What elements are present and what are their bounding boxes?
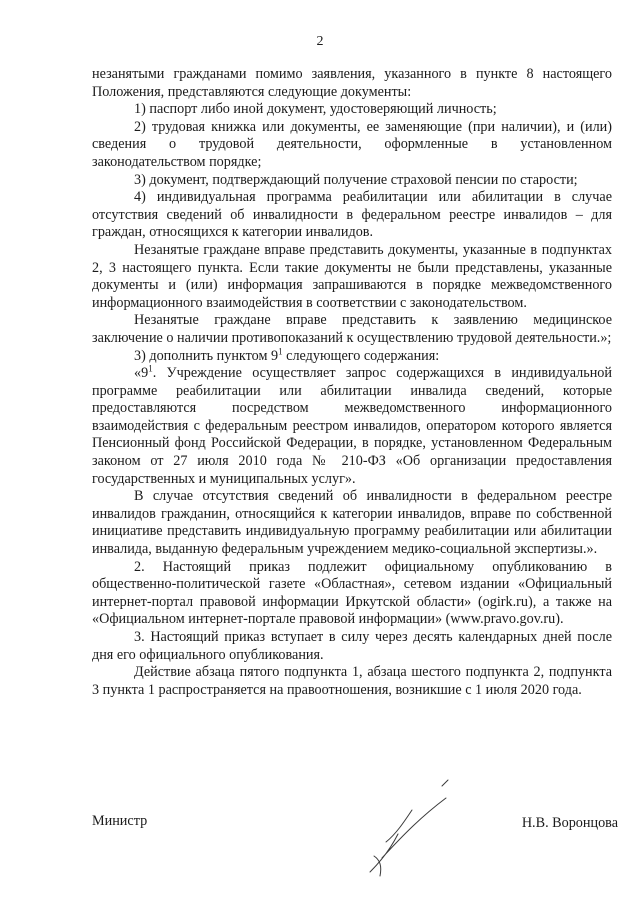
paragraph-documents-right: Незанятые граждане вправе представить документы, указанные в подпунктах 2, 3 настоящего пункта. Если такие документы не были представлены, указанные документы и (или) информация запрашиваются в порядке межведомственного информационного взаимодействия в соответствии с законодательством.: [92, 241, 612, 311]
paragraph-effective-date: 3. Настоящий приказ вступает в силу через десять календарных дней после дня его официального опубликования.: [92, 629, 612, 663]
signature-name: Н.В. Воронцова: [521, 815, 618, 831]
paragraph-intro: незанятыми гражданами помимо заявления, указанного в пункте 8 настоящего Положения, представляются следующие документы:: [92, 66, 612, 100]
paragraph-no-disability-info: В случае отсутствия сведений об инвалидности в федеральном реестре инвалидов гражданин, относящийся к категории инвалидов, вправе по собственной инициативе представить индивидуальную программу реабилитации или абилитации инвалида, выданную федеральным учреждением медико-социальной экспертизы.».: [92, 488, 612, 558]
list-item-rehab-program: 4) индивидуальная программа реабилитации или абилитации в случае отсутствия сведений об инвалидности в федеральном реестре инвалидов – для граждан, относящихся к категории инвалидов.: [92, 189, 612, 241]
paragraph-retroactive: Действие абзаца пятого подпункта 1, абзаца шестого подпункта 2, подпункта 3 пункта 1 распространяется на правоотношения, возникшие с 1 июля 2020 года.: [92, 664, 612, 698]
list-item-passport: 1) паспорт либо иной документ, удостоверяющий личность;: [134, 101, 497, 118]
clause-number: «9: [134, 365, 149, 382]
amendment-intro-text: 3) дополнить пунктом 9: [134, 347, 279, 364]
handwritten-signature: [352, 776, 462, 886]
document-body: [92, 66, 612, 699]
superscript-marker: 1: [278, 345, 283, 356]
clause-text: . Учреждение осуществляет запрос содержащихся в индивидуальной программе реабилитации или абилитации инвалида сведений, которые предоставляются посредством межведомственного информационного взаимодействия с федеральным реестром инвалидов, оператором которого является Пенсионный фонд Российской Федерации, в порядке, установленном Федеральным законом от 27 июля 2010 года № 210-ФЗ «Об организации предоставления государственных и муниципальных услуг».: [92, 365, 612, 487]
signature-title: Министр: [92, 813, 148, 829]
list-item-work-record: 2) трудовая книжка или документы, ее заменяющие (при наличии), и (или) сведения о трудовой деятельности, оформленные в установленном законодательством порядке;: [92, 118, 612, 170]
list-item-pension: 3) документ, подтверждающий получение страховой пенсии по старости;: [134, 171, 578, 188]
paragraph-medical-conclusion: Незанятые граждане вправе представить к заявлению медицинское заключение о наличии противопоказаний к осуществлению трудовой деятельности.»;: [92, 312, 612, 346]
page-number: 2: [316, 34, 324, 49]
paragraph-publication: 2. Настоящий приказ подлежит официальному опубликованию в общественно-политической газете «Областная», сетевом издании «Официальный интернет-портал правовой информации Иркутской области» (ogirk.ru), а также на «Официальном интернет-портале правовой информации» (www.pravo.gov.ru).: [92, 558, 612, 628]
paragraph-amendment-intro: [92, 345, 612, 366]
amendment-intro-tail: следующего содержания:: [286, 347, 440, 364]
paragraph-clause-9-1: [92, 365, 612, 488]
clause-superscript: 1: [148, 363, 153, 374]
